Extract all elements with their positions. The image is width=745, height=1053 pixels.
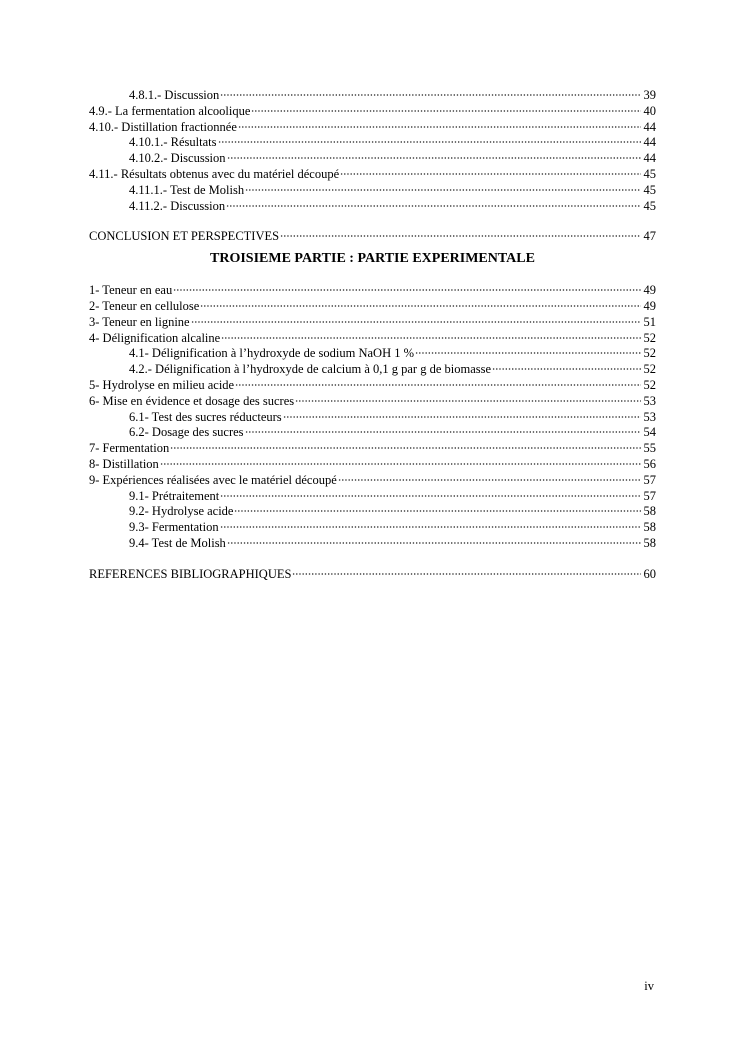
dot-leader xyxy=(492,367,641,371)
table-of-contents xyxy=(89,88,656,583)
toc-section-part2-end xyxy=(89,88,656,214)
toc-entry-references[interactable] xyxy=(89,567,656,583)
toc-entry[interactable] xyxy=(89,183,656,199)
dot-leader xyxy=(245,430,641,434)
toc-entry-title: 9- Expériences réalisées avec le matériel découpé xyxy=(89,472,337,487)
toc-entry[interactable] xyxy=(89,283,656,299)
dot-leader xyxy=(170,446,641,450)
toc-entry-title: 4.10.1.- Résultats xyxy=(129,135,217,150)
dot-leader xyxy=(220,93,641,97)
toc-entry[interactable] xyxy=(89,151,656,167)
toc-section-part3 xyxy=(89,283,656,552)
toc-entry-title: 8- Distillation xyxy=(89,456,159,471)
toc-entry-title: 9.4- Test de Molish xyxy=(129,535,226,550)
part3-heading: TROISIEME PARTIE : PARTIE EXPERIMENTALE xyxy=(210,251,535,267)
toc-entry[interactable] xyxy=(89,299,656,315)
toc-entry[interactable] xyxy=(89,315,656,331)
toc-entry-page: 58 xyxy=(643,535,656,550)
toc-entry-page: 53 xyxy=(643,393,656,408)
dot-leader xyxy=(280,234,641,238)
toc-entry-title: 4.11.- Résultats obtenus avec du matériel découpé xyxy=(89,166,340,181)
toc-entry-title: 9.1- Prétraitement xyxy=(129,488,220,503)
toc-entry-title: 4.10.- Distillation fractionnée xyxy=(89,119,237,134)
toc-entry-title: 1- Teneur en eau xyxy=(89,283,173,298)
toc-entry-title: 4.2.- Délignification à l’hydroxyde de calcium à 0,1 g par g de biomasse xyxy=(129,362,492,377)
toc-entry-page: 39 xyxy=(643,88,656,102)
dot-leader xyxy=(227,541,641,545)
toc-entry-page: 45 xyxy=(643,166,656,181)
toc-entry-title: 4.1- Délignification à l’hydroxyde de sodium NaOH 1 % xyxy=(129,346,415,361)
toc-entry[interactable] xyxy=(89,441,656,457)
dot-leader xyxy=(295,399,641,403)
toc-entry[interactable] xyxy=(89,104,656,120)
toc-entry-page: 52 xyxy=(643,346,656,361)
toc-entry[interactable] xyxy=(89,88,656,104)
toc-entry-page: 60 xyxy=(643,566,656,581)
dot-leader xyxy=(227,156,641,160)
toc-entry-page: 44 xyxy=(643,135,656,150)
toc-entry-title: 7- Fermentation xyxy=(89,441,170,456)
dot-leader xyxy=(191,320,641,324)
dot-leader xyxy=(226,204,641,208)
toc-entry-page: 44 xyxy=(643,119,656,134)
toc-entry-page: 52 xyxy=(643,377,656,392)
toc-entry[interactable] xyxy=(89,489,656,505)
toc-entry-page: 40 xyxy=(643,103,656,118)
dot-leader xyxy=(415,351,641,355)
toc-entry-page: 51 xyxy=(643,314,656,329)
dot-leader xyxy=(292,572,641,576)
toc-entry[interactable] xyxy=(89,394,656,410)
toc-entry-page: 54 xyxy=(643,425,656,440)
toc-entry[interactable] xyxy=(89,425,656,441)
dot-leader xyxy=(220,494,641,498)
toc-entry-title: 4- Délignification alcaline xyxy=(89,330,221,345)
toc-entry-page: 45 xyxy=(643,198,656,213)
toc-entry-page: 47 xyxy=(643,229,656,244)
toc-entry-title: 4.8.1.- Discussion xyxy=(129,88,220,102)
dot-leader xyxy=(245,188,641,192)
dot-leader xyxy=(338,478,641,482)
toc-entry-title: 9.2- Hydrolyse acide xyxy=(129,504,234,519)
dot-leader xyxy=(200,304,641,308)
toc-entry-title: 4.9.- La fermentation alcoolique xyxy=(89,103,251,118)
dot-leader xyxy=(221,336,641,340)
toc-entry-page: 52 xyxy=(643,362,656,377)
toc-entry-title: CONCLUSION ET PERSPECTIVES xyxy=(89,229,280,244)
toc-entry[interactable] xyxy=(89,331,656,347)
toc-entry-page: 49 xyxy=(643,283,656,298)
toc-entry-page: 58 xyxy=(643,504,656,519)
toc-entry-page: 57 xyxy=(643,472,656,487)
toc-entry[interactable] xyxy=(89,504,656,520)
dot-leader xyxy=(251,109,641,113)
dot-leader xyxy=(160,462,641,466)
dot-leader xyxy=(234,509,641,513)
toc-entry-title: 6.2- Dosage des sucres xyxy=(129,425,244,440)
toc-entry-page: 57 xyxy=(643,488,656,503)
dot-leader xyxy=(220,525,641,529)
toc-entry-title: 6- Mise en évidence et dosage des sucres xyxy=(89,393,295,408)
toc-entry-conclusion[interactable] xyxy=(89,229,656,245)
toc-entry-title: 9.3- Fermentation xyxy=(129,520,219,535)
toc-entry[interactable] xyxy=(89,120,656,136)
dot-leader xyxy=(340,172,641,176)
toc-entry-title: 5- Hydrolyse en milieu acide xyxy=(89,377,235,392)
toc-entry-page: 58 xyxy=(643,520,656,535)
dot-leader xyxy=(235,383,641,387)
toc-entry[interactable] xyxy=(89,473,656,489)
spacer xyxy=(89,214,656,229)
toc-entry[interactable] xyxy=(89,199,656,215)
dot-leader xyxy=(173,288,641,292)
dot-leader xyxy=(283,415,641,419)
toc-entry-page: 45 xyxy=(643,182,656,197)
toc-entry-page: 55 xyxy=(643,441,656,456)
toc-entry[interactable] xyxy=(89,410,656,426)
dot-leader xyxy=(238,125,641,129)
toc-entry[interactable] xyxy=(89,135,656,151)
toc-entry-title: 4.10.2.- Discussion xyxy=(129,151,226,166)
toc-entry-page: 52 xyxy=(643,330,656,345)
toc-entry-title: REFERENCES BIBLIOGRAPHIQUES xyxy=(89,566,292,581)
spacer xyxy=(89,552,656,567)
toc-entry[interactable] xyxy=(89,378,656,394)
toc-entry-title: 6.1- Test des sucres réducteurs xyxy=(129,409,282,424)
toc-entry-page: 53 xyxy=(643,409,656,424)
toc-entry-title: 2- Teneur en cellulose xyxy=(89,298,200,313)
toc-entry[interactable] xyxy=(89,536,656,552)
toc-entry-title: 3- Teneur en lignine xyxy=(89,314,190,329)
toc-entry[interactable] xyxy=(89,520,656,536)
toc-entry-title: 4.11.1.- Test de Molish xyxy=(129,182,245,197)
toc-entry[interactable] xyxy=(89,457,656,473)
toc-entry-page: 49 xyxy=(643,298,656,313)
toc-entry-page: 56 xyxy=(643,456,656,471)
dot-leader xyxy=(218,140,642,144)
toc-entry[interactable] xyxy=(89,346,656,362)
toc-entry[interactable] xyxy=(89,167,656,183)
toc-entry-title: 4.11.2.- Discussion xyxy=(129,198,226,213)
toc-entry[interactable] xyxy=(89,362,656,378)
page-number: iv xyxy=(644,979,654,993)
toc-entry-page: 44 xyxy=(643,151,656,166)
